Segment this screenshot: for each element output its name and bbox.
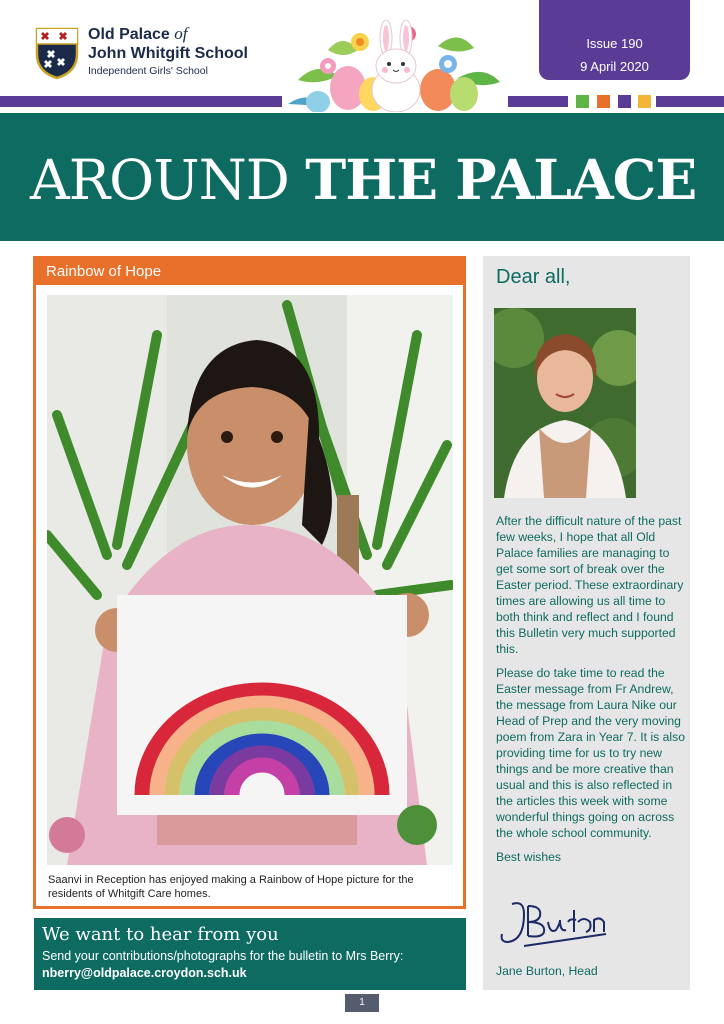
contact-email-link[interactable]: nberry@oldpalace.croydon.sch.uk <box>42 966 247 980</box>
decor-square-orange <box>597 95 610 108</box>
contact-body: Send your contributions/photographs for the bulletin to Mrs Berry: <box>42 949 404 963</box>
feature-panel <box>33 256 466 909</box>
issue-number: Issue 190 <box>586 36 643 51</box>
masthead-title-light: AROUND <box>30 148 289 212</box>
photo-caption: Saanvi in Reception has enjoyed making a Rainbow of Hope picture for the residents of Whitgift Care homes. <box>48 874 414 900</box>
header-stripe-mid <box>508 96 568 107</box>
contact-panel <box>34 918 466 990</box>
school-crest-icon <box>34 26 80 80</box>
head-portrait-photo <box>494 308 636 498</box>
school-subtitle: Independent Girls' School <box>88 65 208 77</box>
issue-date: 9 April 2020 <box>580 59 649 74</box>
letter-signoff: Jane Burton, Head <box>496 964 598 978</box>
masthead <box>0 113 724 241</box>
school-name-line2: John Whitgift School <box>88 45 248 62</box>
page-number: 1 <box>345 994 379 1012</box>
masthead-title-bold: THE PALACE <box>305 147 697 212</box>
decor-square-yellow <box>638 95 651 108</box>
letter-closing: Best wishes <box>496 850 562 864</box>
issue-badge <box>539 0 690 80</box>
decor-square-green <box>576 95 589 108</box>
school-name-line1: Old Palace of <box>88 24 188 43</box>
letter-paragraph-2: Please do take time to read the Easter message from Fr Andrew, the message from Laura Nike our Head of Prep and the very moving poem from Zara in Year 7. It is also providing time for us to try new things and be more creative than usual and this is also reflected in the articles this week with some wonderful things going on across the whole school community. <box>496 666 685 840</box>
header-stripe-left <box>0 96 282 107</box>
feature-photo <box>47 295 453 865</box>
letter-paragraph-1: After the difficult nature of the past few weeks, I hope that all Old Palace families are managing to get some sort of break over the Easter period. These extraordinary times are allowing us all time to both think and reflect and I found this Bulletin very much supported this. <box>496 514 684 656</box>
school-name <box>88 24 288 77</box>
header-stripe-right <box>656 96 724 107</box>
decor-square-purple <box>618 95 631 108</box>
letter-greeting: Dear all, <box>496 266 571 288</box>
feature-heading: Rainbow of Hope <box>36 259 463 285</box>
letter-body <box>496 513 686 873</box>
masthead-title <box>30 147 696 212</box>
contact-heading: We want to hear from you <box>42 924 279 945</box>
signature <box>494 896 624 954</box>
easter-bunny-icon <box>288 20 506 112</box>
head-letter-sidebar <box>483 256 690 990</box>
